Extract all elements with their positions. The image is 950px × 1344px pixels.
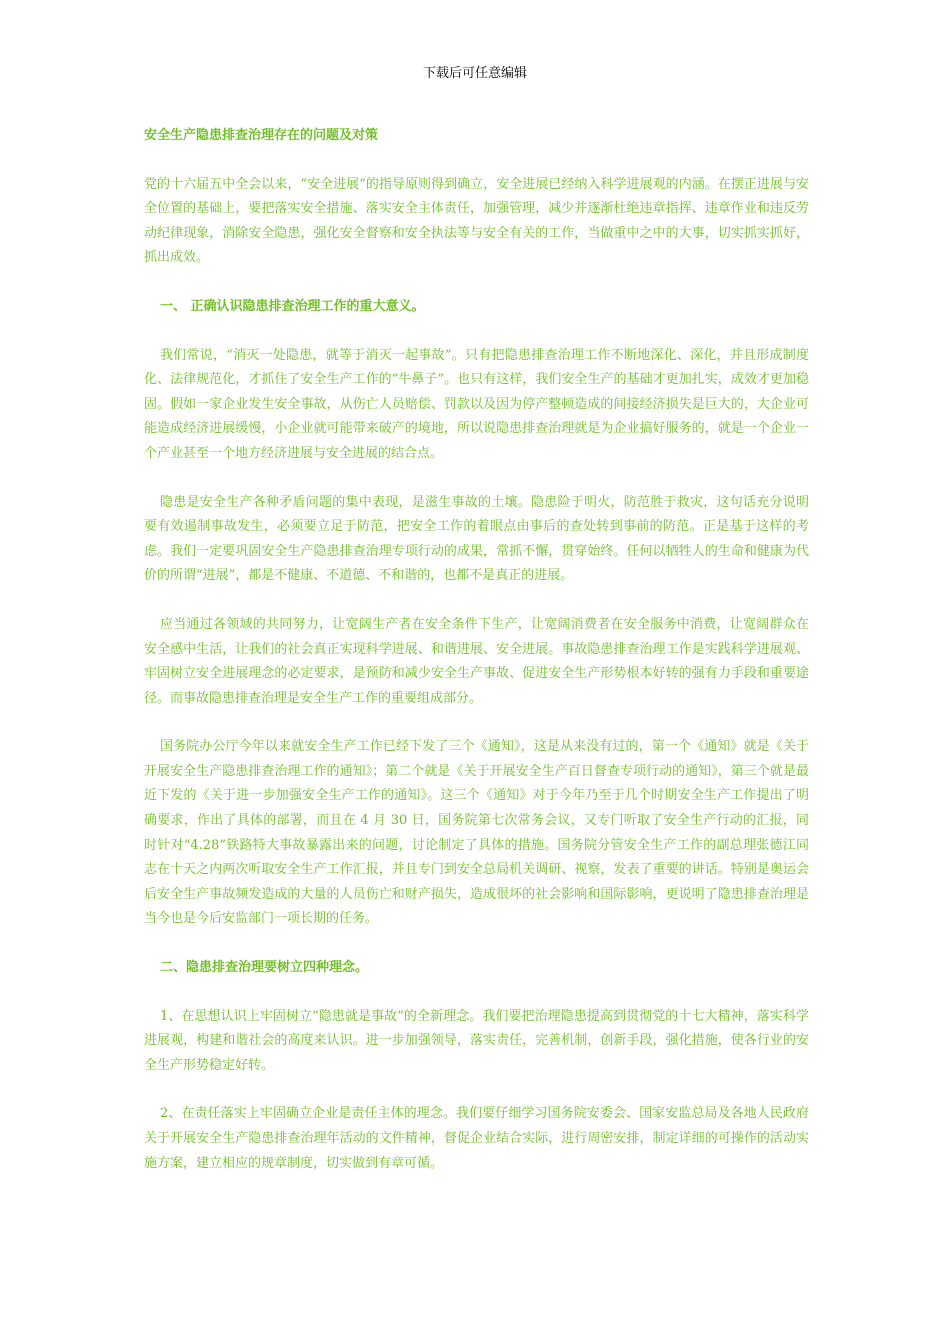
section-2-paragraph-2: 2、在责任落实上牢固确立企业是责任主体的理念。我们要仔细学习国务院安委会、国家安监总局及各地人民政府关于开展安全生产隐患排查治理年活动的文件精神，督促企业结合实际，进行周密安排，制定详细的可操作的活动实施方案，建立相应的规章制度，切实做到有章可循。 bbox=[144, 1106, 809, 1171]
section-2-paragraph-1: 1、在思想认识上牢固树立“隐患就是事故”的全新理念。我们要把治理隐患提高到贯彻党的十七大精神，落实科学进展观，构建和谐社会的高度来认识。进一步加强领导，落实责任，完善机制，创新手段，强化措施，使各行业的安全生产形势稳定好转。 bbox=[144, 1008, 809, 1073]
header-note: 下载后可任意编辑 bbox=[422, 66, 527, 81]
document-body bbox=[144, 124, 809, 1200]
section-2-heading: 二、隐患排查治理要树立四种理念。 bbox=[160, 960, 369, 976]
section-1-paragraph-3: 应当通过各领域的共同努力，让宽阔生产者在安全条件下生产，让宽阔消费者在安全服务中消费，让宽阔群众在安全感中生活，让我们的社会真正实现科学进展、和谐进展、安全进展。事故隐患排查治理工作是实践科学进展观、牢固树立安全进展理念的必定要求，是预防和减少安全生产事故、促进安全生产形势根本好转的强有力手段和重要途径。而事故隐患排查治理是安全生产工作的重要组成部分。 bbox=[144, 616, 809, 706]
intro-paragraph: 党的十六届五中全会以来，“安全进展”的指导原则得到确立，安全进展已经纳入科学进展观的内涵。在摆正进展与安全位置的基础上，要把落实安全措施、落实安全主体责任，加强管理，减少并逐渐杜绝违章指挥、违章作业和违反劳动纪律现象，消除安全隐患，强化安全督察和安全执法等与安全有关的工作，当做重中之中的大事，切实抓实抓好，抓出成效。 bbox=[144, 176, 809, 266]
section-1-paragraph-4: 国务院办公厅今年以来就安全生产工作已经下发了三个《通知》，这是从来没有过的，第一个《通知》就是《关于开展安全生产隐患排查治理工作的通知》；第二个就是《关于开展安全生产百日督查专项行动的通知》，第三个就是最近下发的《关于进一步加强安全生产工作的通知》。这三个《通知》对于今年乃至于几个时期安全生产工作提出了明确要求，作出了具体的部署，而且在 4 月 30 日，国务院第七次常务会议，又专门听取了安全生产行动的汇报，同时针对“4.28”铁路特大事故暴露出来的问题，讨论制定了具体的措施。国务院分管安全生产工作的副总理张德江同志在十天之内两次听取安全生产工作汇报，并且专门到安全总局机关调研、视察，发表了重要的讲话。特别是奥运会后安全生产事故频发造成的大量的人员伤亡和财产损失，造成很坏的社会影响和国际影响，更说明了隐患排查治理是当今也是今后安监部门一项长期的任务。 bbox=[144, 739, 809, 927]
section-1-paragraph-1: 我们常说，“消灭一处隐患，就等于消灭一起事故”。只有把隐患排查治理工作不断地深化、深化，并且形成制度化、法律规范化，才抓住了安全生产工作的“牛鼻子”。也只有这样，我们安全生产的基础才更加扎实，成效才更加稳固。假如一家企业发生安全事故，从伤亡人员赔偿、罚款以及因为停产整顿造成的间接经济损失是巨大的，大企业可能造成经济进展缓慢，小企业就可能带来破产的境地，所以说隐患排查治理就是为企业搞好服务的，就是一个企业一个产业甚至一个地方经济进展与安全进展的结合点。 bbox=[144, 347, 809, 461]
section-1-paragraph-2: 隐患是安全生产各种矛盾问题的集中表现，是滋生事故的土壤。隐患险于明火，防范胜于救灾，这句话充分说明要有效遏制事故发生，必须要立足于防范，把安全工作的着眼点由事后的查处转到事前的防范。正是基于这样的考虑。我们一定要巩固安全生产隐患排查治理专项行动的成果，常抓不懈，贯穿始终。任何以牺牲人的生命和健康为代价的所谓“进展”，都是不健康、不道德、不和谐的，也都不是真正的进展。 bbox=[144, 494, 809, 584]
document-title: 安全生产隐患排查治理存在的问题及对策 bbox=[144, 128, 379, 143]
section-1-heading: 一、 正确认识隐患排查治理工作的重大意义。 bbox=[160, 298, 425, 314]
